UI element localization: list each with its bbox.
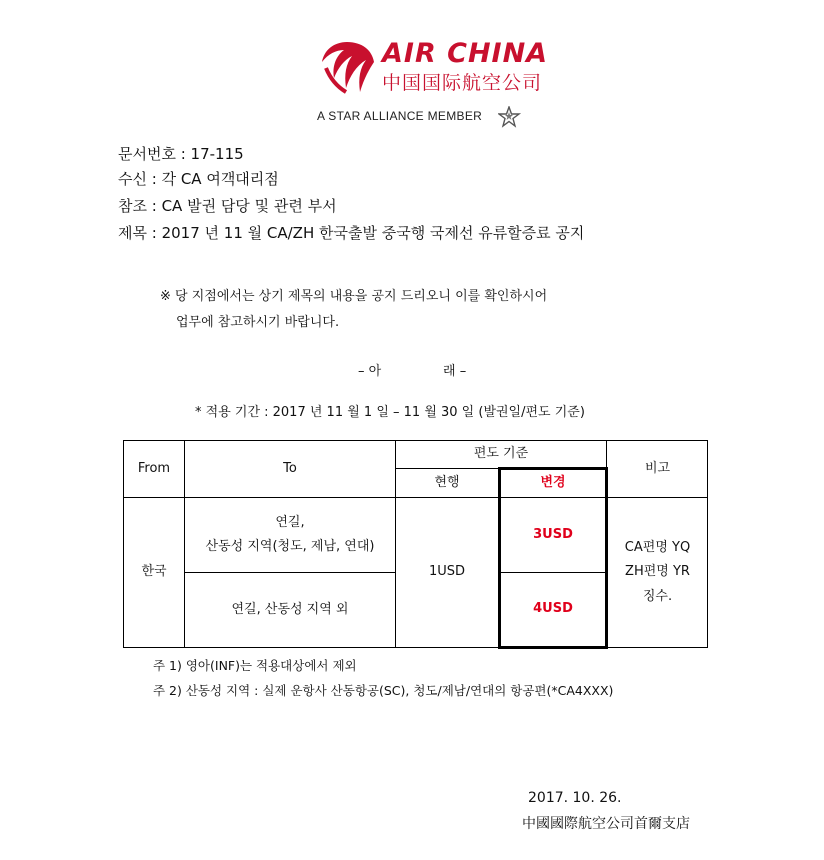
to-region-1-line-2: 산동성 지역(청도, 제남, 연대) xyxy=(205,539,375,554)
header-to: To xyxy=(185,441,396,498)
signature: 中國國際航空公司首爾支店 xyxy=(522,816,690,832)
changed-value-1: 3USD xyxy=(500,498,607,573)
subject: 제목 : 2017 년 11 월 CA/ZH 한국출발 중국행 국제선 유류할증료 공지 xyxy=(118,224,585,242)
star-alliance-icon xyxy=(498,106,524,128)
to-region-1-line-1: 연길, xyxy=(275,514,305,530)
star-alliance-tagline: A STAR ALLIANCE MEMBER xyxy=(317,109,483,123)
to-region-2: 연길, 산동성 지역 외 xyxy=(185,573,396,648)
notice-line-1: ※ 당 지점에서는 상기 제목의 내용을 공지 드리오니 이를 확인하시어 xyxy=(160,289,548,304)
remarks-line-3: 징수. xyxy=(642,588,673,604)
brand-chinese-name: 中国国际航空公司 xyxy=(382,72,543,94)
to-region-1 xyxy=(185,498,396,573)
remarks-line-1: CA편명 YQ xyxy=(624,540,691,556)
recipient: 수신 : 각 CA 여객대리점 xyxy=(118,170,279,188)
header-remarks: 비고 xyxy=(607,441,708,498)
surcharge-table xyxy=(123,440,708,649)
note-2: 주 2) 산동성 지역 : 실제 운항사 산동항공(SC), 청도/제남/연대의 항공편(*CA4XXX) xyxy=(153,683,614,698)
application-period: * 적용 기간 : 2017 년 11 월 1 일 – 11 월 30 일 (발권일/편도 기준) xyxy=(195,405,585,420)
doc-number: 문서번호 : 17-115 xyxy=(118,145,244,163)
from-value: 한국 xyxy=(124,498,185,648)
header-from: From xyxy=(124,441,185,498)
header-changed: 변경 xyxy=(500,469,607,498)
remarks-cell xyxy=(607,498,708,648)
section-marker-right: 래 – xyxy=(443,364,467,379)
current-value: 1USD xyxy=(396,498,500,648)
header-current: 현행 xyxy=(396,469,500,498)
changed-value-2: 4USD xyxy=(500,573,607,648)
reference: 참조 : CA 발권 담당 및 관련 부서 xyxy=(118,197,337,215)
notice-line-2: 업무에 참고하시기 바랍니다. xyxy=(176,315,340,330)
issue-date: 2017. 10. 26. xyxy=(528,790,622,806)
remarks-line-2: ZH편명 YR xyxy=(625,564,690,580)
section-marker-left: – 아 xyxy=(358,364,382,379)
note-1: 주 1) 영아(INF)는 적용대상에서 제외 xyxy=(153,658,357,673)
air-china-phoenix-logo-icon xyxy=(316,38,378,96)
brand-name: AIR CHINA xyxy=(382,38,549,69)
header-basis: 편도 기준 xyxy=(396,441,607,469)
